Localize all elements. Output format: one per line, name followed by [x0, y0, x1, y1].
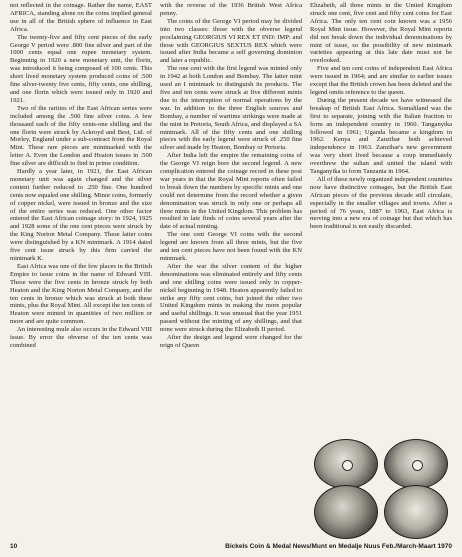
- coin-image: [314, 439, 378, 489]
- text-column-1: [10, 2, 152, 350]
- paragraph: with the reverse of the 1936 British West Africa penny.: [160, 2, 302, 17]
- paragraph: The one cent George VI coins with the second legend are known from all three mints, but the five and ten cent pieces have not been found with the KN mintmark.: [160, 231, 302, 262]
- paragraph: Elizabeth, all three mints in the United Kingdom struck one cent, five cent and fifty cent coins for East Africa. The only ten cent coin known was a 1956 Royal Mint issue. However, the Royal Mint reports did not break down the individual denominations by mint of issue, so the possibility of new mintmark varieties appearing at this late date must not be overlooked.: [310, 2, 452, 65]
- coin-image: [314, 485, 378, 539]
- coin-center-hole: [342, 460, 353, 471]
- paragraph: Five and ten cent coins of independent East Africa were issued in 1964; and are similar to earlier issues except that the British crown has been deleted and the legend omits reference to the queen.: [310, 65, 452, 96]
- paragraph: The one cent with the first legend was minted only in 1942 at both London and Bombay. The latter mint used an I mintmark to distinguish its products. The five and ten cents were struck at five different mints due to the interruption of normal operations by the war. In addition to the three English sources and Bombay, a number of wartime strikings were made at the mint in Pretoria, South Africa, and displayed a SA mintmark. All of the fifty cents and one shilling pieces with the early legend were struck of .250 fine silver and made by Heaton, Bombay or Pretoria.: [160, 65, 302, 152]
- paragraph: An interesting mule also occurs in the Edward VIII issue. By error the obverse of the ten cents was combined: [10, 326, 152, 349]
- paragraph: All of these newly organized independent countries now have distinctive coinages, but the British East African pieces of the previous decade still circulate, especially in the smaller villages and towns. After a period of 76 years, 1887 to 1963, East Africa is moving into a new era of coinage but that which has been traditional is not easily discarded.: [310, 175, 452, 231]
- page-footer: [10, 543, 452, 553]
- magazine-credit: Bickels Coin & Medal News/Munt en Medalje Nuus Feb./March-Maart 1970: [225, 543, 452, 550]
- coin-photographs: [310, 437, 452, 537]
- paragraph: After the design and legend were changed for the reign of Queen: [160, 334, 302, 349]
- paragraph: East Africa was one of the few places in the British Empire to issue coins in the name of Edward VIII. These were the five cents in bronze struck by both Heaton and the King Norton Metal Company, and the ten cents in bronze which was struck at both these mints, plus the Royal Mint. All except the ten cents of Heaton were minted in quantities of two million or more and are quite common.: [10, 262, 152, 326]
- coin-center-hole: [412, 460, 423, 471]
- coin-image: [384, 485, 448, 539]
- paragraph: The twenty-five and fifty cent pieces of the early George V period were .800 fine silver and part of the 1000 cents equal one rupee monetary system. Beginning in 1920 a new monetary unit, the florin, was introduced it being composed of 100 cents. This short lived monetary system produced coins of .500 fine silver-twenty five cents, fifty cents, one shilling, and one florin which were issued only in 1920 and 1921.: [10, 33, 152, 104]
- paragraph: Hardly a year later, in 1921, the East African monetary unit was again changed and the silver content further reduced to .250 fine. One hundred cents now equaled one shilling. Minor coins, formerly of copper nickel, were issued in bronze and the size of the entire series was reduced. One other factor entered the East African coinage story: in 1924, 1925 and 1928 some of the one cent pieces were struck by the King Norton Metal Company. These latter coins were distinguished by a KN mintmark. A 1914 dated five cent issue struck by this firm carried the mintmark K.: [10, 168, 153, 262]
- paragraph: After India left the empire the remaining coins of the George VI reign bore the second legend. A new complication entered the coinage record in these post war years in that the Royal Mint reports often failed to break down the numbers by specific mints and one could not determine from the record whether a given denomination was struck in only one or perhaps all three mints in the United Kingdom. This problem has resulted in late finds of coins several years after the date of actual minting.: [160, 152, 302, 231]
- paragraph: The coins of the George VI period may be divided into two classes: those with the obverse legend proclaiming GEORGIUS VI REX ET IND: IMP: and those with GEORGIUS SEXTUS REX which were issued after India became a self governing dominion and later a republic.: [160, 17, 302, 65]
- page-number: 10: [10, 543, 18, 550]
- text-column-3: [310, 2, 452, 231]
- paragraph: not reflected in the coinage. Rather the name, EAST AFRICA, standing alone on the coins implied general use in all of the British sphere of influence in East Africa.: [10, 2, 152, 33]
- text-column-2: [160, 2, 302, 350]
- paragraph: During the present decade we have witnessed the breakup of British East Africa. Somaliland was the first to separate, joining with the Italian fraction to form an independent country in 1960. Tanganyika followed in 1961; Uganda became a kingdom in 1962. Kenya and Zanzibar both achieved independence in 1963. Zanzibar's new government was very short lived because a coup immediately overthrew the sultan and united the island with Tanganyika to form Tanzania in 1964.: [310, 96, 452, 176]
- paragraph: Two of the rarities of the East African series were included among the .500 fine silver coins. A few thousand each of the fifty cents-one shilling and the one florin were struck by Ackroyd and Best, Ltd. of Morley, England under a sub-contract from the Royal Mint. These rare pieces are mintmarked with the letter A. Even the London and Heaton issues in .500 fine silver are difficult to find in prime condition.: [10, 104, 152, 168]
- coin-image: [384, 439, 448, 489]
- paragraph: After the war the silver content of the higher denominations was eliminated entirely and fifty cents and one shilling coins were issued only in copper-nickel beginning in 1948. Heaton apparently failed to strike any fifty cent coins, but joined the other two United Kingdom mints in making the more popular and useful shillings. It was unusual that the year 1951 passed without the minting of any shillings, and that none were struck during the Elizabeth II period.: [160, 262, 302, 334]
